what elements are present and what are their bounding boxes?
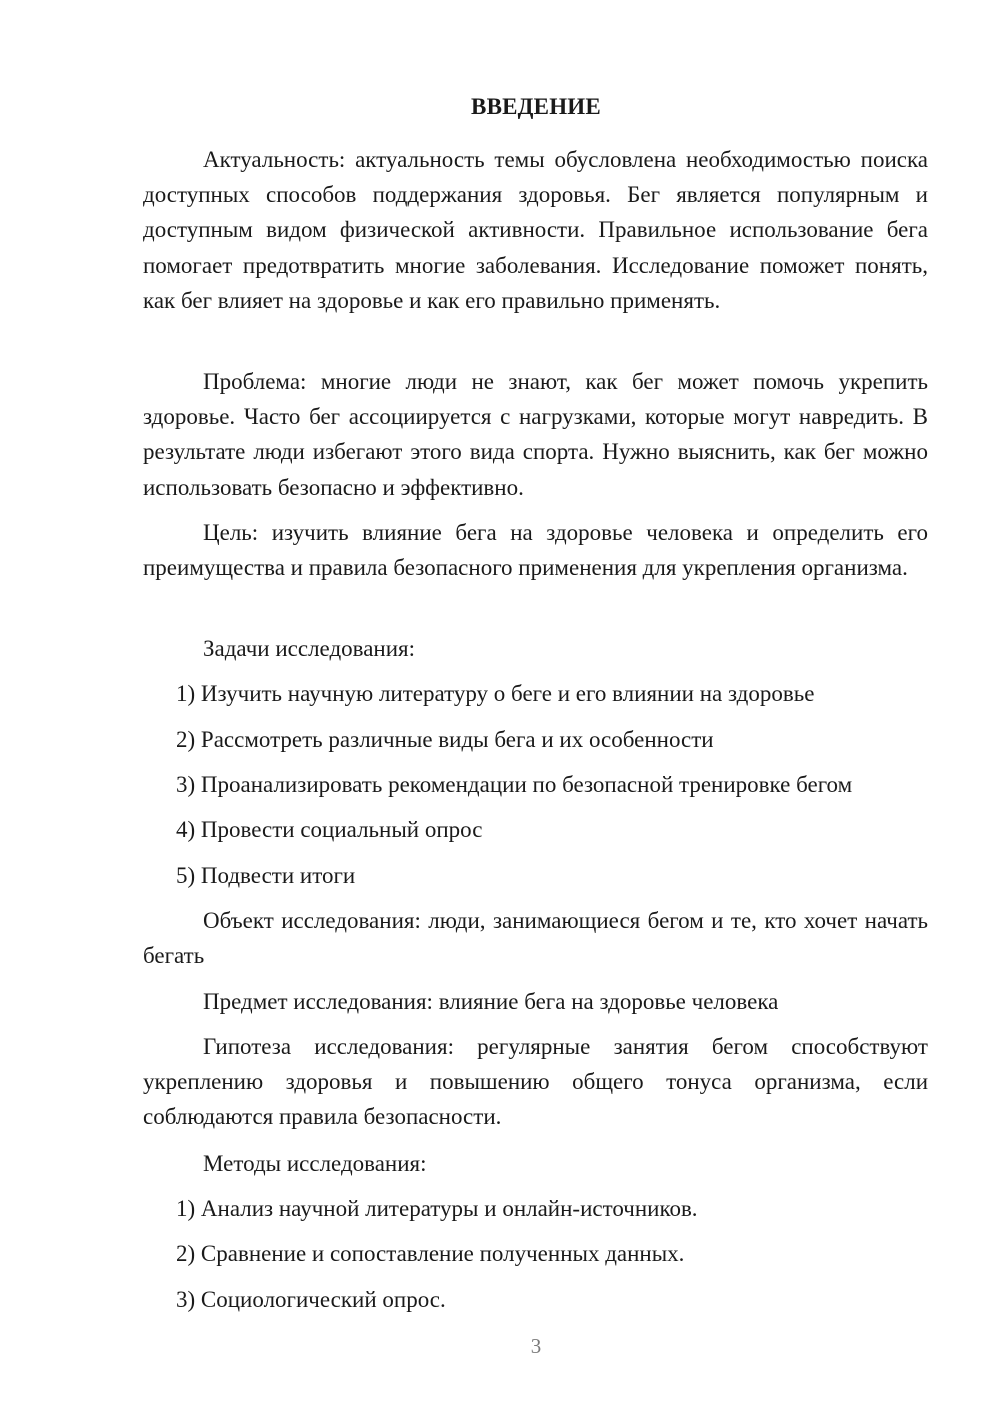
object-paragraph: Объект исследования: люди, занимающиеся бегом и те, кто хочет начать бегать: [143, 908, 928, 969]
task-item: 1) Изучить научную литературу о беге и его влиянии на здоровье: [176, 681, 815, 706]
page-number: 3: [530, 1334, 542, 1358]
page-title: ВВЕДЕНИЕ: [471, 94, 601, 119]
tasks-title: Задачи исследования:: [203, 636, 416, 661]
task-item: 3) Проанализировать рекомендации по безопасной тренировке бегом: [176, 772, 853, 797]
subject-line: Предмет исследования: влияние бега на здоровье человека: [203, 989, 779, 1014]
relevance-paragraph: Актуальность: актуальность темы обусловлена необходимостью поиска доступных способов поддержания здоровья. Бег является популярным и доступным видом физической активности. Правильное использование бега помогает предотвратить многие заболевания. Исследование поможет понять, как бег влияет на здоровье и как его правильно применять.: [143, 147, 928, 313]
hypothesis-paragraph: Гипотеза исследования: регулярные занятия бегом способствуют укреплению здоровья и повышению общего тонуса организма, если соблюдаются правила безопасности.: [143, 1034, 928, 1130]
task-item: 2) Рассмотреть различные виды бега и их особенности: [176, 727, 714, 752]
goal-paragraph: Цель: изучить влияние бега на здоровье человека и определить его преимущества и правила безопасного применения для укрепления организма.: [143, 520, 928, 581]
method-item: 3) Социологический опрос.: [176, 1287, 446, 1312]
method-item: 1) Анализ научной литературы и онлайн-источников.: [176, 1196, 698, 1221]
method-item: 2) Сравнение и сопоставление полученных данных.: [176, 1241, 685, 1266]
problem-paragraph: Проблема: многие люди не знают, как бег может помочь укрепить здоровье. Часто бег ассоциируется с нагрузками, которые могут навредить. В результате люди избегают этого вида спорта. Нужно выяснить, как бег можно использовать безопасно и эффективно.: [143, 369, 928, 500]
methods-title: Методы исследования:: [203, 1151, 427, 1176]
task-item: 5) Подвести итоги: [176, 863, 356, 888]
task-item: 4) Провести социальный опрос: [176, 817, 483, 842]
